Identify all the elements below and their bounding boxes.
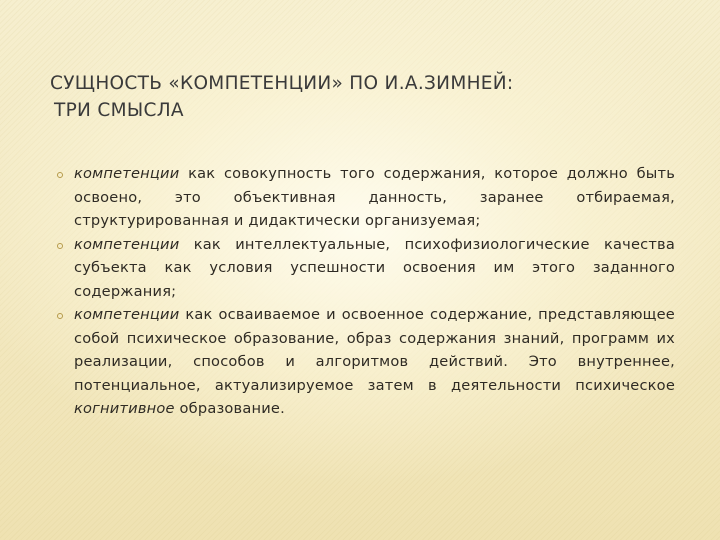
bullet-item-3 <box>55 303 675 421</box>
bullet-text-1 <box>74 162 675 233</box>
bullet-marker-icon <box>57 243 63 249</box>
bullet-term: компетенции <box>74 235 180 253</box>
slide-title <box>50 70 670 124</box>
bullet-text-2 <box>74 233 675 304</box>
bullet-item-2 <box>55 233 675 304</box>
bullet-term: компетенции <box>74 306 180 323</box>
bullet-body: как интеллектуальные, психофизиологические качества субъекта как условия успешности освоения им этого заданного содержания; <box>74 235 675 300</box>
bullet-marker-icon <box>57 313 63 319</box>
bullet-tail: образование. <box>174 400 285 417</box>
bullet-body: как совокупность того содержания, которое должно быть освоено, это объективная данность, заранее отбираемая, структурированная и дидактически организуемая; <box>74 165 675 229</box>
bullet-term: компетенции <box>74 165 180 182</box>
title-line-1: СУЩНОСТЬ «КОМПЕТЕНЦИИ» ПО И.А.ЗИМНЕЙ: <box>50 73 514 94</box>
bullet-body: как осваиваемое и освоенное содержание, представляющее собой психическое образование, образ содержания знаний, программ их реализации, способов и алгоритмов действий. Это внутреннее, потенциальное, актуализируемое затем в деятельности психическое <box>74 306 675 394</box>
bullet-list <box>55 162 675 421</box>
bullet-item-1 <box>55 162 675 233</box>
bullet-text-3 <box>74 303 675 421</box>
bullet-emphasis: когнитивное <box>74 400 175 417</box>
bullet-marker-icon <box>57 172 63 178</box>
title-line-2: ТРИ СМЫСЛА <box>54 100 184 121</box>
